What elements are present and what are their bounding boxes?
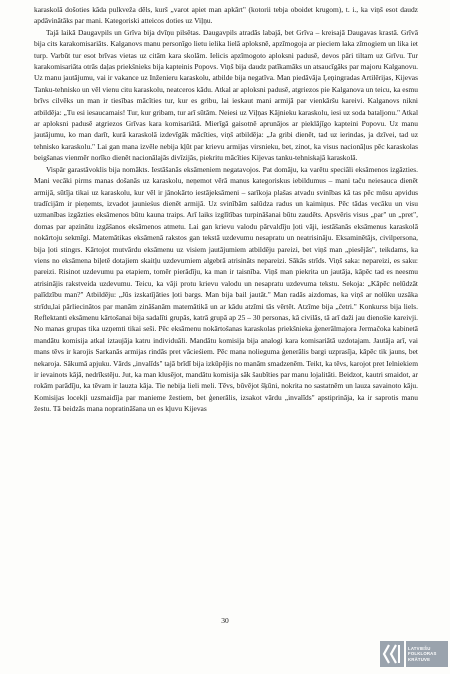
paragraph-1: karaskolā došoties kāda pulkveža dēls, kurš „varot apiet man apkārt" (kotorii tebja oboidet krugom), t. i., ka viņš esot daudz apdāvinātāks par mani. Kategoriski atteicos doties uz Viļņu. bbox=[34, 5, 418, 26]
logo-line-3: KRĀTUVE bbox=[408, 656, 431, 662]
paragraph-3: Vispār garastāvoklis bija nomākts. Iestāšanās eksāmeniem negatavojos. Pat domāju, ka varētu speciāli eksāmenos izgāzties. Mani vecāki pirms manas došanās uz karaskolu, neņemot vērā manus kategoriskus iebildumus – mani taču neiesauca dienēt armijā, sūtīja tikai uz karaskolu, kur vēl ir jānokārto iestājeksāmeni – sarīkoja plašas atvadu svinības kā tas pēc mūsu apvidus tradīcijām ir pieņemts, izvadot jaunieśus dienēt armijā. Uz svinībām salūdza radus un kaimiņus. Pēc tādas vecāku un visu uzmanības izgāzties eksāmenos būtu kauna traips. Arī laiks izglītības turpināšanai būtu zaudēts. Apsvēris visus „par" un „pret", domas par apzinātu izgāšanos eksāmenos atmetu. Lai gan krievu valodu pārvaldīju ļoti vāji, iestāšanās eksāmenus karaskolā nokārtoju sekmīgi. Matemātikas eksāmenā rakstos gan tekstā uzdevumu nesapratu un neatrisināju. Eksaminētājs, civilpersona, bija ļoti stingrs. Kārtojot mutvārdu eksāmenu uz visiem jautājumiem atbildēju pareizi, bet viņš man „piesējās", teikdams, ka viens no eksāmena biļetē dotajiem skaitļu uzdevumiem algebrā atrisināts nepareizi. Sākās strīds. Viņš saka: nepareizi, es saku: pareizi. Risinot uzdevumu pa etapiem, tomēr pierādīju, ka man ir taisnība. Viņš man piekrita un jautāja, kāpēc tad es neesmu atrisinājis rakstveida uzdevumu. Teicu, ka vāji protu krievu valodu un nesapratu uzdevuma tekstu. Sekoja: „Kāpēc nelūdzāt palīdzību man?" Atbildēju: „Jūs izskatījāties ļoti bargs. Man bija bail jautāt." Man radās aizdomas, ka viņš ar nolūku uzsāka strīdu,lai pārliecinātos par manām zināšanām matemātikā un ar kādu atzīmi tās vērtēt. Atzīme bija „četri." Konkurss bija liels. Reflektanti eksāmenu kārtošanai bija sadalīti grupās, katrā grupā ap 25 – 30 personas, kā civilās, tā arī daži jau dienošie kareivji. No manas grupas tika uzņemti tikai seši. Pēc eksāmenu nokārtošanas karaskolas priekšnieka ģenerālmajora Jermačoka kabinetā mandātu komisija atkal iztaujāja katru individuāli. Mandātu komisija bija analogi kara komisariātā uzdotajam. Jautāja arī, vai mans tēvs ir karojis Sarkanās armijas rindās pret vācieśiem. Pēc mana noliegumа ģenerālis bargi uzprasīja, kāpēc tik jauns, bet nekaroja. Sākumā apjuku. Vārds „invalīds" tajā brīdī bija izkūpējis no manām smadzenēm. Teikt, ka tēvs, karojot pret Ielniekiem ir ievainots kājā, nedrīkstēju. Jut, ka man klusējot, mandātu komisija sāk šaubīties par manu lojalitāti. Beidzot, kautri smaidot, ar rokām parādīju, ka tēvam ir lauzta kāja. Tie nebija lieli meli. Tēvs, būvējot šķūni, nokrita no sastatnēm un lauza savainoto kāju. Komisijas locekļi uzsmaidīja par manieme žestiem, bet ģenerālis, izsakot vārdu „invalīds" apstiprināja, ka ir saprotis manu žestu. Tā beidzās mana nopratināšana un es kļuvu Kijevas bbox=[34, 164, 418, 414]
paragraph-2: Tajā laikā Daugavpils un Grīva bija dvīņu pilsētas. Daugavpils atradās labajā, bet Grīva – kreisajā Daugavas krastā. Grīvā bija cits karakomisariāts. Kalganovs manu personīgo lietu ielika lielā aploksnē, apzīmogoja ar pieciem laka zīmogiem un lika iet turp. Varbūt tur esot brīvas vietas uz citām kara skolām. Ielicis apzīmogoto aploksni padusē, devos pāri tiltam uz Grīvu. Tur karakomisariāta otrās daļas priekšnieks bija kapteinis Popovs. Viņš bija daudz patīkamāks un atsaucīgāks par majoru Kalganovu. Uz manu jautājumu, vai ir vakance uz Inženieru karaskolu, atbilde bija negatīva. Man piedāvāja Ļeņingradas Artilērijas, Kijevas Tanku-tehnisko un vēl vienu citu karaskolu, neatceros kādu. Atkal ar aploksni padusē, atgriezos pie Kalganova un teicu, ka esmu brīvs cilvēks un man ir tiesības mācīties tur, kur es gribu, lai ieskaut mani armijā par vienkāršu kareivi. Kalganovs nikni atbildēja: „Tu esi iesaucamais! Tur, kur gribam, tur arī sūtām. Neiesi uz Viļņas Kājnieku karaskolu, iesi uz soda bataljonu." Atkal ar aploksni padusē atgriezos Grīvas kara komisariātā. Mierīgā gaisotnē aprunājos ar pieklājīgo kapteini Popovu. Uz manu jautājumu, ko man darīt, kurā karaskolā izdevīgāk mācīties, viņš atbildēja: „Ja gribi dienēt, tad uz ierindas, ja dzīvei, tad uz tehnisko karaskolu." Lai gan mana izvēle nebija kļūt par krievu armijas virsnieku, bet, zinot, ka visus nacionāļus pēc karaskolas beigšanas vienmēr norīko dienēt nacionālajās divīzijās, piekritu mācīties Kijevas tanku-tehniskajā karaskolā. bbox=[34, 27, 419, 163]
archive-logo-icon bbox=[380, 641, 404, 667]
body-text bbox=[34, 4, 418, 415]
archive-logo-text bbox=[406, 641, 448, 667]
logo-line-2: FOLKLORAS bbox=[408, 651, 437, 657]
logo-line-1: LATVIEŠU bbox=[408, 645, 431, 651]
archive-logo bbox=[380, 640, 448, 668]
page-number: 30 bbox=[221, 616, 229, 625]
